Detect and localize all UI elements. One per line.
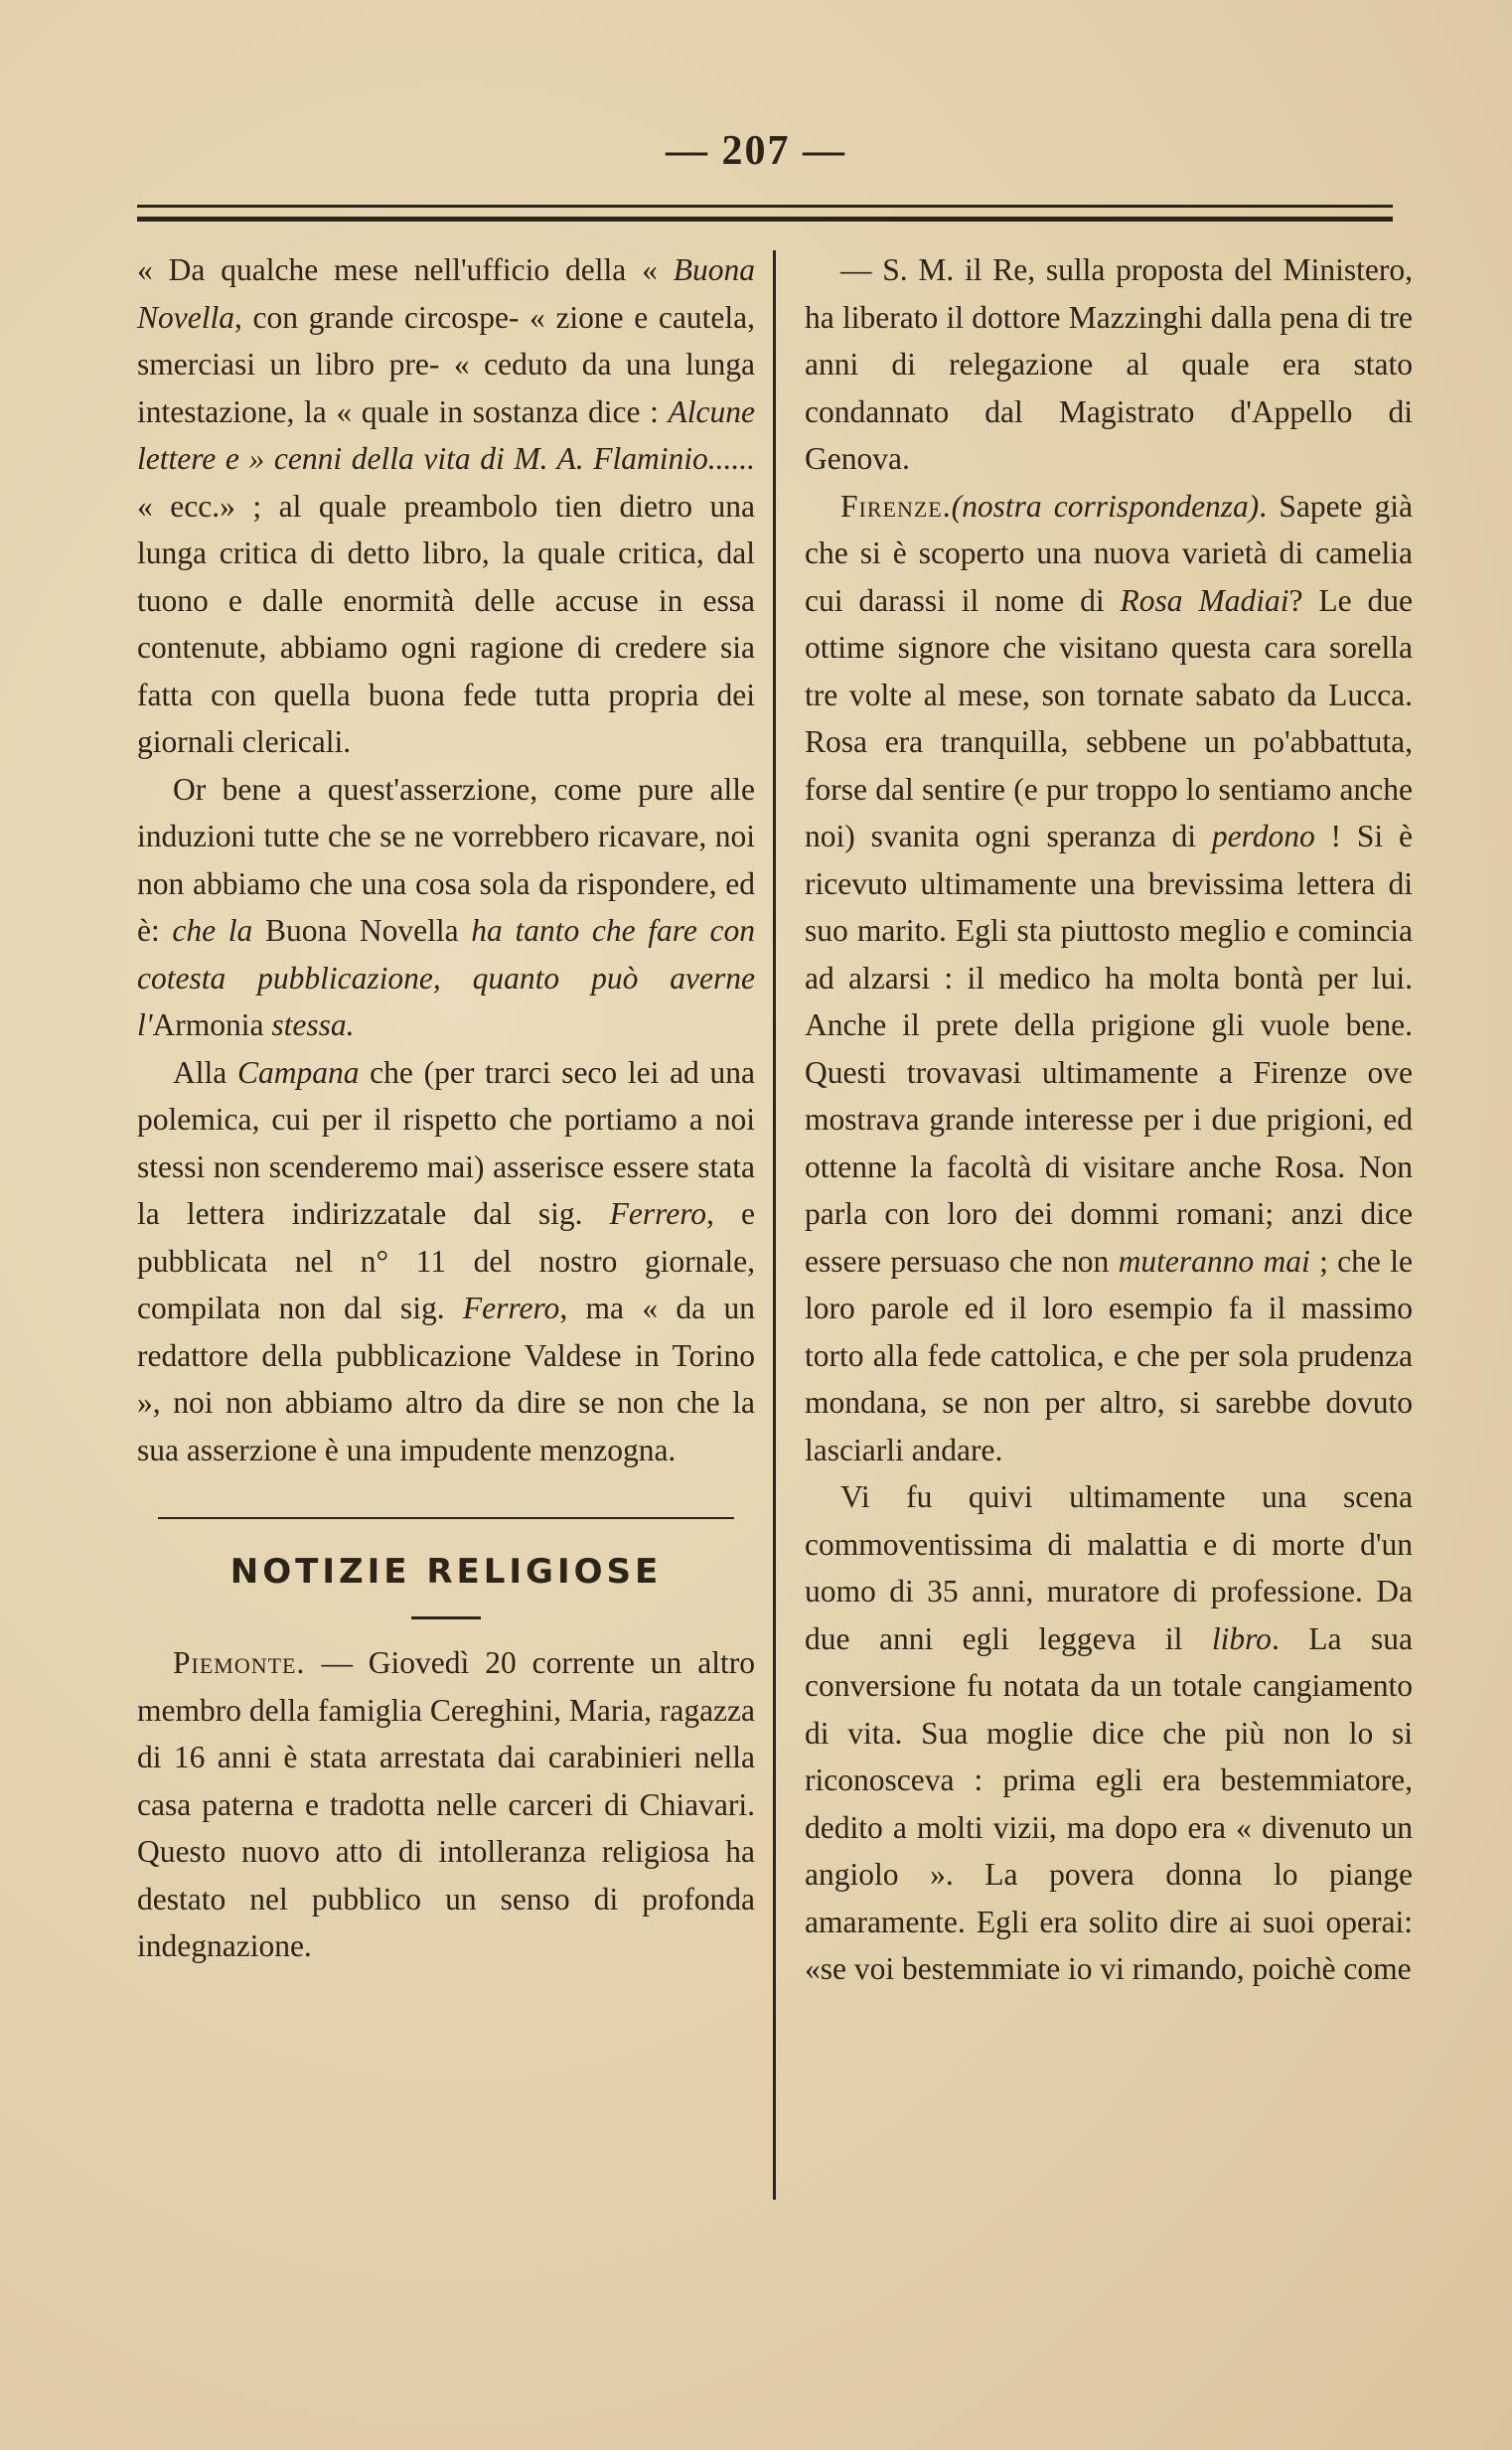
left-paragraph-1: « Da qualche mese nell'ufficio della « Buona Novella, con grande circospe- « zione e cautela, smerciasi un libro pre- « ceduto da una lunga intestazione, la « quale in sostanza dice : Alcune lettere e » cenni della vita di M. A. Flaminio...... « ecc.» ; al quale preambolo tien dietro una lunga critica di detto libro, la quale critica, dal tuono e dalle enormità delle accuse in essa contenute, abbiamo ogni ragione di credere sia fatta con quella buona fede tutta propria dei giornali clericali. [137, 252, 755, 759]
left-column [137, 246, 755, 1970]
left-paragraph-4: Piemonte. — Giovedì 20 corrente un altro membro della famiglia Cereghini, Maria, ragazza di 16 anni è stata arrestata dai carabinieri nella casa paterna e tradotta nelle carceri di Chiavari. Questo nuovo atto di intolleranza religiosa ha destato nel pubblico un senso di profonda indegnazione. [137, 1645, 755, 1963]
right-column [805, 246, 1413, 1993]
left-paragraph-3: Alla Campana che (per trarci seco lei ad una polemica, cui per il rispetto che portiamo a noi stessi non scenderemo mai) asserisce essere stata la lettera indirizzatale dal sig. Ferrero, e pubblicata nel n° 11 del nostro giornale, compilata non dal sig. Ferrero, ma « da un redattore della pubblicazione Valdese in Torino », noi non abbiamo altro da dire se non che la sua asserzione è una impudente menzogna. [137, 1054, 755, 1467]
right-paragraph-3: Vi fu quivi ultimamente una scena commoventissima di malattia e di morte d'un uomo di 35 anni, muratore di professione. Da due anni egli leggeva il libro. La sua conversione fu notata da un totale cangiamento di vita. Sua moglie dice che più non lo si riconosceva : prima egli era bestemmiatore, dedito a molti vizii, ma dopo era « divenuto un angiolo ». La povera donna lo piange amaramente. Egli era solito dire ai suoi operai: «se voi bestemmiate io vi rimando, poichè come [805, 1479, 1413, 1986]
section-heading: NOTIZIE RELIGIOSE [229, 1552, 663, 1592]
right-paragraph-1: — S. M. il Re, sulla proposta del Ministero, ha liberato il dottore Mazzinghi dalla pena di tre anni di relegazione al quale era stato condannato dal Magistrato d'Appello di Genova. [805, 252, 1413, 476]
heading-underline [411, 1616, 481, 1619]
column-separator [773, 250, 776, 2200]
page-number: — 207 — [666, 128, 846, 174]
left-paragraph-2: Or bene a quest'asserzione, come pure alle induzioni tutte che se ne vorrebbero ricavare, noi non abbiamo che una cosa sola da rispondere, ed è: che la Buona Novella ha tanto che fare con cotesta pubblicazione, quanto può averne l'Armonia stessa. [137, 771, 755, 1042]
section-divider [158, 1517, 734, 1519]
right-paragraph-2: Firenze.(nostra corrispondenza). Sapete già che si è scoperto una nuova varietà di camelia cui darassi il nome di Rosa Madiai? Le due ottime signore che visitano questa cara sorella tre volte al mese, son tornate sabato da Lucca. Rosa era tranquilla, sebbene un po'abbattuta, forse dal sentire (e pur troppo lo sentiamo anche noi) svanita ogni speranza di perdono ! Si è ricevuto ultimamente una brevissima lettera di suo marito. Egli sta piuttosto meglio e comincia ad alzarsi : il medico ha molta bontà per lui. Anche il prete della prigione gli vuole bene. Questi trovavasi ultimamente a Firenze ove mostrava grande interesse per i due prigioni, ed ottenne la facoltà di visitare anche Rosa. Non parla con loro dei dommi romani; anzi dice essere persuaso che non muteranno mai ; che le loro parole ed il loro esempio fa il massimo torto alla fede cattolica, e che per sola prudenza mondana, se non per altro, si sarebbe dovuto lasciarli andare. [805, 488, 1413, 1467]
header-rule [137, 205, 1393, 222]
